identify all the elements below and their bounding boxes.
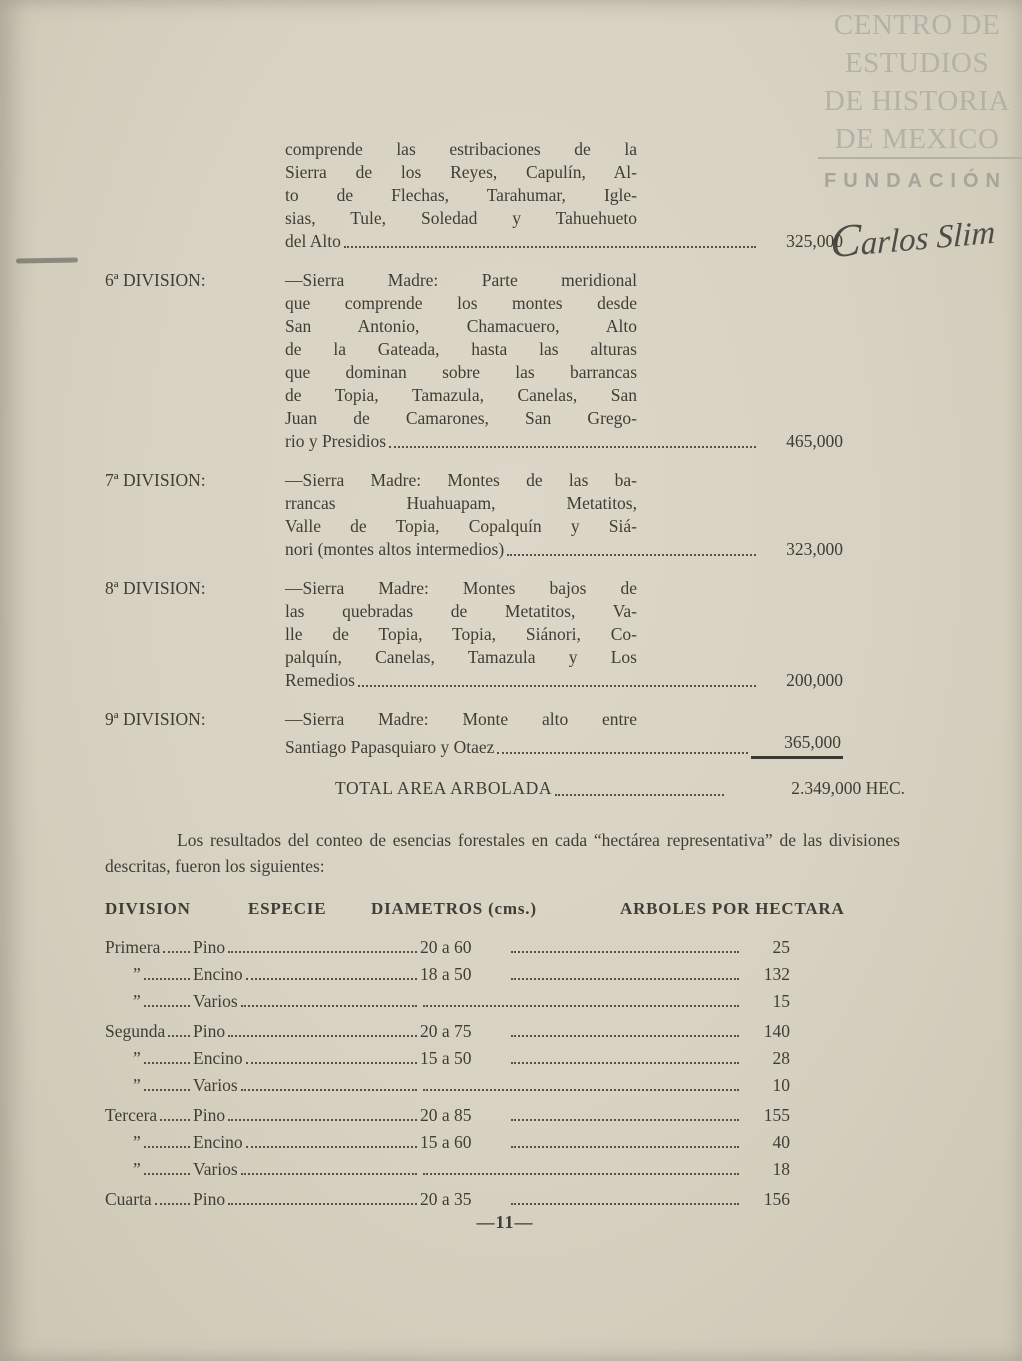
header-arboles: ARBOLES POR HECTARA <box>620 899 845 918</box>
dot-leader <box>511 1062 739 1064</box>
especie-value: Encino <box>193 1132 243 1152</box>
division-text <box>285 708 843 759</box>
text-line: las quebradas de Metatitos, Va- <box>285 601 637 621</box>
text-last-line-row <box>285 731 843 759</box>
table-header-row <box>105 899 905 921</box>
total-row <box>105 775 905 801</box>
division-entries <box>105 138 905 759</box>
division-value: ” <box>133 1159 141 1179</box>
text-line: sias, Tule, Soledad y Tahuehueto <box>285 208 637 228</box>
cell-diametros: 18 a 50 <box>420 964 472 984</box>
results-paragraph: Los resultados del conteo de esencias forestales en cada “hectárea representativa” de las divisiones descritas, fueron los siguientes: <box>105 830 900 876</box>
dot-leader <box>228 951 417 953</box>
text-line: palquín, Canelas, Tamazula y Los <box>285 647 637 667</box>
dot-leader <box>246 1146 417 1148</box>
division-value: Tercera <box>105 1105 158 1125</box>
dot-leader <box>555 794 724 796</box>
dot-leader <box>228 1035 417 1037</box>
especie-value: Varios <box>193 1075 238 1095</box>
cell-diametros: 15 a 50 <box>420 1048 472 1068</box>
division-text <box>285 469 843 561</box>
text-line: —Sierra Madre: Parte meridional <box>285 270 637 290</box>
cell-arboles: 15 <box>772 991 790 1011</box>
total-value: 2.349,000 HEC. <box>791 778 905 798</box>
cell-arboles: 28 <box>772 1048 790 1068</box>
dot-leader <box>511 978 739 980</box>
cell-arboles: 155 <box>763 1105 790 1125</box>
text-line: que comprende los montes desde <box>285 293 637 313</box>
division-entry <box>105 269 905 453</box>
dot-leader <box>389 446 756 448</box>
dot-leader <box>246 978 417 980</box>
cell-arboles: 132 <box>763 964 790 984</box>
especie-value: Varios <box>193 1159 238 1179</box>
cell-division <box>105 991 193 1012</box>
header-division: DIVISION <box>105 899 191 918</box>
division-value: ” <box>133 1075 141 1095</box>
cell-division <box>105 1048 193 1069</box>
especie-value: Pino <box>193 1105 226 1125</box>
cell-arboles: 140 <box>763 1021 790 1041</box>
area-value: 365,000 <box>751 731 843 759</box>
cell-division <box>105 937 193 958</box>
table-group <box>105 931 790 1012</box>
division-entry <box>105 577 905 692</box>
especie-value: Varios <box>193 991 238 1011</box>
text-line: —Sierra Madre: Montes bajos de <box>285 578 637 598</box>
division-value: ” <box>133 964 141 984</box>
table-row <box>105 1126 790 1153</box>
table-group <box>105 1183 790 1210</box>
text-last-line-row <box>285 230 843 253</box>
cell-especie <box>193 1021 420 1042</box>
dot-leader <box>511 1203 739 1205</box>
dot-leader <box>511 1035 739 1037</box>
watermark-line: DE MEXICO <box>834 123 1000 155</box>
watermark-line: CENTRO DE <box>833 9 1001 41</box>
dot-leader <box>511 1119 739 1121</box>
dot-leader <box>246 1062 417 1064</box>
cell-division <box>105 1021 193 1042</box>
division-entry <box>105 138 905 253</box>
division-value: ” <box>133 1048 141 1068</box>
text-line-last: del Alto <box>285 231 341 251</box>
text-last-line-row <box>285 538 843 561</box>
table-group <box>105 1015 790 1096</box>
cell-diametros: 20 a 60 <box>420 937 472 957</box>
text-line: lle de Topia, Topia, Siánori, Co- <box>285 624 637 644</box>
cell-division <box>105 1105 193 1126</box>
dot-leader <box>241 1089 417 1091</box>
division-entry <box>105 469 905 561</box>
dot-leader <box>228 1119 417 1121</box>
especie-value: Encino <box>193 1048 243 1068</box>
text-last-line-row <box>285 430 843 453</box>
table-row <box>105 958 790 985</box>
division-label: 9ª DIVISION: <box>105 709 206 729</box>
text-line-last: Santiago Papasquiaro y Otaez <box>285 737 495 757</box>
area-value: 200,000 <box>786 670 843 690</box>
cell-arboles: 156 <box>763 1189 790 1209</box>
division-value: Segunda <box>105 1021 166 1041</box>
especie-value: Pino <box>193 1021 226 1041</box>
page-number: —11— <box>476 1212 534 1232</box>
header-especie: ESPECIE <box>248 899 327 918</box>
foundation-label: FUNDACIÓN <box>824 170 1007 192</box>
dot-leader <box>511 951 739 953</box>
cell-especie <box>193 1048 420 1069</box>
division-value: Cuarta <box>105 1189 152 1209</box>
handwritten-signature: Carlos Slim <box>829 213 996 268</box>
header-diametros: DIAMETROS (cms.) <box>371 899 537 918</box>
division-entry <box>105 708 905 759</box>
text-line: que dominan sobre las barrancas <box>285 362 637 382</box>
dot-leader <box>144 1005 190 1007</box>
division-label: 6ª DIVISION: <box>105 270 206 290</box>
dot-leader <box>160 1119 190 1121</box>
cell-diametros: 20 a 75 <box>420 1021 472 1041</box>
watermark-line: DE HISTORIA <box>823 85 1011 117</box>
dot-leader <box>144 1146 190 1148</box>
especie-value: Pino <box>193 937 226 957</box>
text-line: Sierra de los Reyes, Capulín, Al- <box>285 162 637 182</box>
species-count-table <box>105 931 790 1210</box>
text-line: —Sierra Madre: Montes de las ba- <box>285 470 637 490</box>
dot-leader <box>497 752 748 754</box>
table-row <box>105 1015 790 1042</box>
text-line: rrancas Huahuapam, Metatitos, <box>285 493 637 513</box>
dot-leader <box>507 554 756 556</box>
table-group <box>105 1099 790 1180</box>
total-label: TOTAL AREA ARBOLADA <box>335 778 553 798</box>
dot-leader <box>241 1173 417 1175</box>
table-row <box>105 1153 790 1180</box>
dot-leader <box>344 246 756 248</box>
division-label: 7ª DIVISION: <box>105 470 206 490</box>
dot-leader <box>155 1203 190 1205</box>
library-watermark <box>812 6 1022 158</box>
text-line: Juan de Camarones, San Grego- <box>285 408 637 428</box>
division-text <box>285 138 843 253</box>
cell-arboles: 40 <box>772 1132 790 1152</box>
cell-arboles: 10 <box>772 1075 790 1095</box>
text-line-last: Remedios <box>285 670 355 690</box>
dot-leader <box>511 1146 739 1148</box>
cell-arboles: 25 <box>772 937 790 957</box>
division-label <box>105 138 285 253</box>
cell-division <box>105 1159 193 1180</box>
dot-leader <box>144 1173 190 1175</box>
cell-especie <box>193 991 420 1012</box>
text-line: to de Flechas, Tarahumar, Igle- <box>285 185 637 205</box>
table-row <box>105 985 790 1012</box>
division-text <box>285 269 843 453</box>
division-value: Primera <box>105 937 161 957</box>
cell-diametros: 20 a 35 <box>420 1189 472 1209</box>
dot-leader <box>144 1062 190 1064</box>
document-body <box>105 138 905 1213</box>
text-line-last: rio y Presidios <box>285 431 387 451</box>
cell-especie <box>193 964 420 985</box>
table-row <box>105 1099 790 1126</box>
dot-leader <box>358 685 756 687</box>
dot-leader <box>423 1173 739 1175</box>
dot-leader <box>241 1005 417 1007</box>
cell-especie <box>193 1189 420 1210</box>
table-row <box>105 1042 790 1069</box>
dot-leader <box>228 1203 417 1205</box>
cell-division <box>105 1075 193 1096</box>
cell-division <box>105 964 193 985</box>
text-line: Valle de Topia, Copalquín y Siá- <box>285 516 637 536</box>
text-line: de Topia, Tamazula, Canelas, San <box>285 385 637 405</box>
dot-leader <box>144 978 190 980</box>
text-line: de la Gateada, hasta las alturas <box>285 339 637 359</box>
dot-leader <box>423 1089 739 1091</box>
especie-value: Encino <box>193 964 243 984</box>
cell-division <box>105 1189 193 1210</box>
cell-diametros: 20 a 85 <box>420 1105 472 1125</box>
table-row <box>105 1069 790 1096</box>
cell-especie <box>193 1132 420 1153</box>
cell-division <box>105 1132 193 1153</box>
division-value: ” <box>133 1132 141 1152</box>
text-last-line-row <box>285 669 843 692</box>
table-row <box>105 931 790 958</box>
cell-arboles: 18 <box>772 1159 790 1179</box>
text-line: —Sierra Madre: Monte alto entre <box>285 709 637 729</box>
text-line: comprende las estribaciones de la <box>285 139 637 159</box>
division-value: ” <box>133 991 141 1011</box>
division-text <box>285 577 843 692</box>
dot-leader <box>163 951 190 953</box>
table-row <box>105 1183 790 1210</box>
especie-value: Pino <box>193 1189 226 1209</box>
area-value: 325,000 <box>786 231 843 251</box>
cell-especie <box>193 937 420 958</box>
area-value: 465,000 <box>786 431 843 451</box>
dot-leader <box>168 1035 190 1037</box>
area-value: 323,000 <box>786 539 843 559</box>
dot-leader <box>423 1005 739 1007</box>
text-line: San Antonio, Chamacuero, Alto <box>285 316 637 336</box>
dot-leader <box>144 1089 190 1091</box>
watermark-line: ESTUDIOS <box>844 47 990 79</box>
cell-especie <box>193 1075 420 1096</box>
cell-especie <box>193 1159 420 1180</box>
text-line-last: nori (montes altos intermedios) <box>285 539 505 559</box>
division-label: 8ª DIVISION: <box>105 578 206 598</box>
margin-scan-mark <box>16 257 78 263</box>
cell-especie <box>193 1105 420 1126</box>
cell-diametros: 15 a 60 <box>420 1132 472 1152</box>
